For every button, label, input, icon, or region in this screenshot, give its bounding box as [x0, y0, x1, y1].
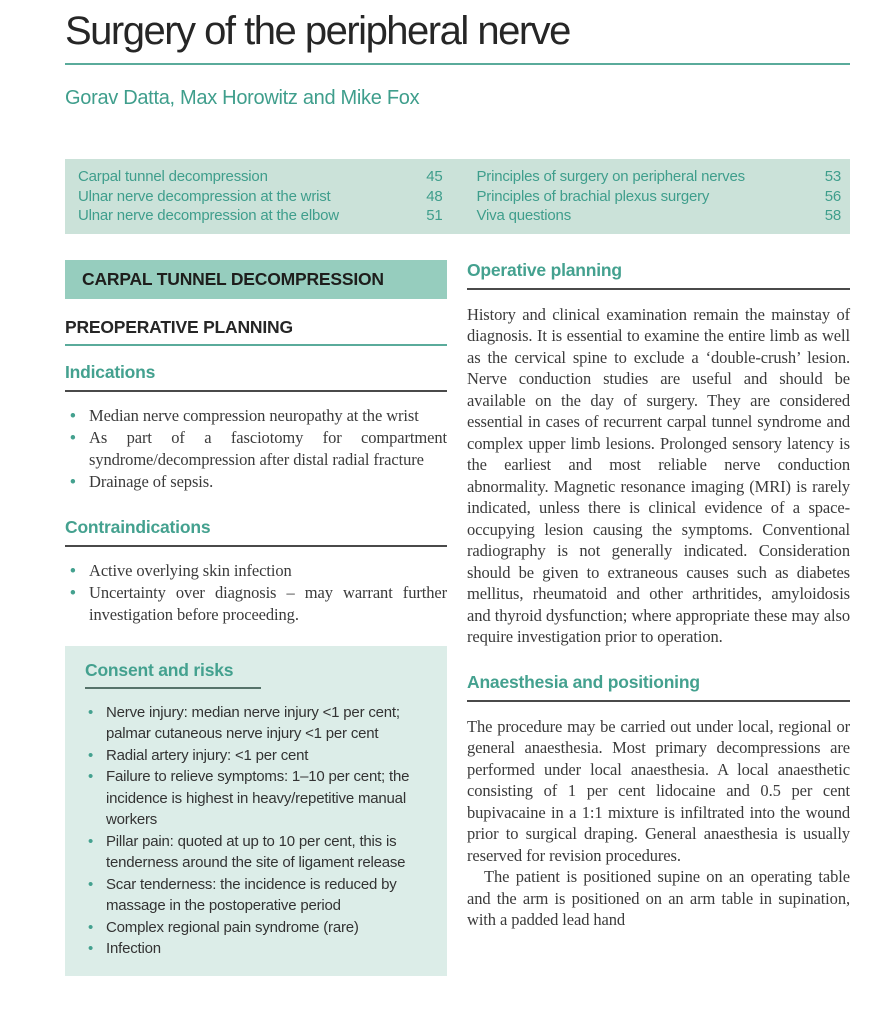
title-divider — [65, 63, 850, 65]
subsection-heading-contraindications: Contraindications — [65, 517, 447, 547]
toc-entry-page: 58 — [824, 207, 841, 224]
chapter-heading: CARPAL TUNNEL DECOMPRESSION — [65, 260, 447, 299]
consent-risks-list — [85, 702, 433, 960]
operative-planning-paragraph: History and clinical examination remain the mainstay of diagnosis. It is essential to examine the entire limb as well as the cervical spine to exclude a ‘double-crush’ lesion. Nerve conduction studies are useful and should be available on the day of surgery. They are considered essential in cases of recurrent carpal tunnel syndrome and complex upper limb lesions. Prolonged sensory latency is the earliest and most reliable nerve conduction abnormality. Magnetic resonance imaging (MRI) is rarely indicated, unless there is clinical evidence of a space-occupying lesion causing the symptoms. Conventional radiography is not generally indicated. Consideration should be given to extraneous causes such as diabetes mellitus, rheumatoid and other arthritides, amyloidosis and thyroid dysfunction; where appropriate these may also require investigation prior to operation. — [467, 304, 850, 646]
toc-entry-label: Ulnar nerve decompression at the wrist — [78, 187, 331, 205]
contraindications-list — [65, 560, 447, 626]
toc-entry — [477, 187, 842, 207]
toc-entry-label: Principles of surgery on peripheral nerves — [476, 168, 745, 185]
toc-entry-label: Carpal tunnel decompression — [78, 168, 268, 185]
left-column — [65, 260, 447, 976]
list-item: • Median nerve compression neuropathy at the wrist — [65, 405, 447, 427]
list-item: • As part of a fasciotomy for compartment syndrome/decompression after distal radial fracture — [65, 427, 447, 471]
consent-and-risks-panel — [65, 646, 447, 976]
consent-panel-heading: Consent and risks — [85, 658, 261, 689]
page-title: Surgery of the peripheral nerve — [65, 9, 570, 53]
list-item: • Active overlying skin infection — [65, 560, 447, 582]
list-item: • Failure to relieve symptoms: 1–10 per cent; the incidence is highest in heavy/repetitive manual workers — [85, 766, 433, 831]
list-item: • Pillar pain: quoted at up to 10 per cent, this is tenderness around the site of ligament release — [85, 831, 433, 874]
anaesthesia-paragraph-1: The procedure may be carried out under local, regional or general anaesthesia. Most primary decompressions are performed under local anaesthesia. A local anaesthetic consisting of 1 per cent lidocaine and 0.5 per cent bupivacaine in a 1:1 mixture is infiltrated into the wound prior to surgical draping. General anaesthesia is usually reserved for revision procedures. — [467, 716, 850, 865]
subsection-heading-operative-planning: Operative planning — [467, 260, 850, 290]
toc-entry-page: 51 — [426, 207, 443, 224]
toc-entry-label: Principles of brachial plexus surgery — [476, 187, 710, 205]
toc-entry — [78, 206, 443, 226]
toc-entry-page: 56 — [824, 187, 841, 205]
subsection-heading-indications: Indications — [65, 362, 447, 392]
toc-column-right — [455, 167, 851, 226]
list-item: • Scar tenderness: the incidence is reduced by massage in the postoperative period — [85, 874, 433, 917]
toc-entry-label: Ulnar nerve decompression at the elbow — [78, 207, 339, 224]
right-column — [467, 260, 850, 976]
toc-entry — [78, 167, 443, 187]
toc-entry-page: 48 — [426, 187, 443, 205]
toc-entry-label: Viva questions — [476, 207, 571, 224]
authors-line: Gorav Datta, Max Horowitz and Mike Fox — [65, 87, 420, 109]
list-item: • Infection — [85, 938, 433, 960]
toc-entry-page: 45 — [426, 168, 443, 185]
indications-list — [65, 405, 447, 493]
list-item: • Radial artery injury: <1 per cent — [85, 745, 433, 767]
two-column-layout — [65, 260, 850, 976]
section-heading-preoperative-planning: PREOPERATIVE PLANNING — [65, 317, 447, 346]
anaesthesia-paragraph-2: The patient is positioned supine on an operating table and the arm is positioned on an arm table in supination, with a padded lead hand — [467, 867, 850, 929]
list-item: • Nerve injury: median nerve injury <1 per cent; palmar cutaneous nerve injury <1 per cent — [85, 702, 433, 745]
list-item: • Drainage of sepsis. — [65, 471, 447, 493]
toc-entry — [78, 187, 443, 207]
toc-entry-page: 53 — [824, 168, 841, 185]
list-item: • Uncertainty over diagnosis – may warrant further investigation before proceeding. — [65, 582, 447, 626]
subsection-heading-anaesthesia-positioning: Anaesthesia and positioning — [467, 672, 850, 702]
toc-entry — [477, 167, 842, 187]
list-item: • Complex regional pain syndrome (rare) — [85, 917, 433, 939]
table-of-contents — [65, 159, 850, 234]
toc-column-left — [65, 167, 455, 226]
toc-entry — [477, 206, 842, 226]
